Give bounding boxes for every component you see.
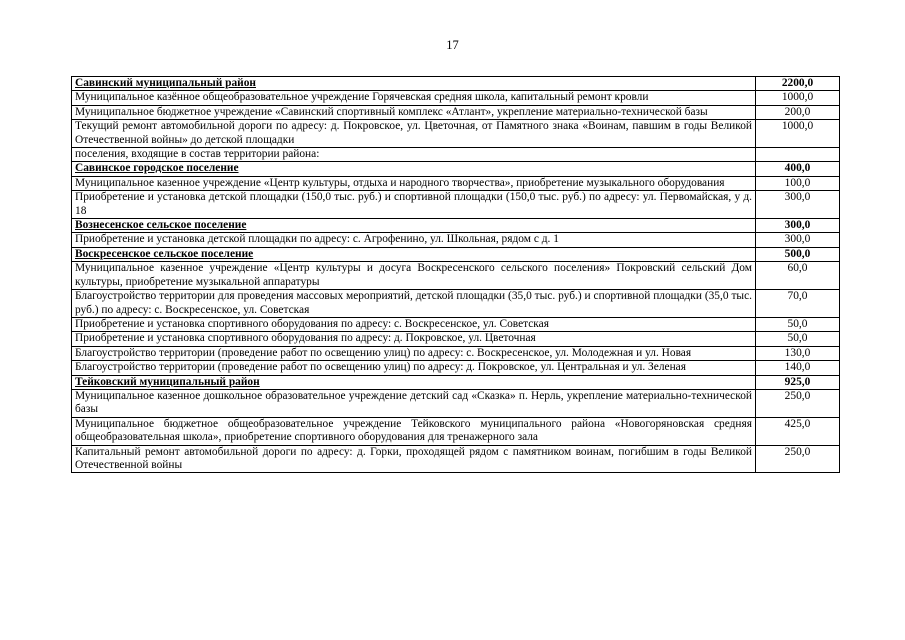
section-title: Воскресенское сельское поселение [72,247,756,261]
section-heading-row [72,375,840,389]
row-description: Капитальный ремонт автомобильной дороги по адресу: д. Горки, проходящей рядом с памятником воинам, погибшим в годы Великой Отечественной войны [72,445,756,473]
row-amount: 130,0 [756,346,840,360]
row-description: Муниципальное казенное учреждение «Центр культуры и досуга Воскресенского сельского поселения» Покровский сельский Дом культуры, приобретение музыкальной аппаратуры [72,262,756,290]
page-number: 17 [446,38,459,52]
row-amount: 50,0 [756,332,840,346]
table-row [72,317,840,331]
row-amount: 60,0 [756,262,840,290]
table-row [72,233,840,247]
row-description: Благоустройство территории (проведение работ по освещению улиц) по адресу: с. Воскресенское, ул. Молодежная и ул. Новая [72,346,756,360]
section-title: Тейковский муниципальный район [72,375,756,389]
section-title: Савинское городское поселение [72,162,756,176]
row-description: Благоустройство территории (проведение работ по освещению улиц) по адресу: д. Покровское, ул. Центральная и ул. Зеленая [72,361,756,375]
row-description: Текущий ремонт автомобильной дороги по адресу: д. Покровское, ул. Цветочная, от Памятного знака «Воинам, павшим в годы Великой Отечественной войны» до детской площадки [72,120,756,148]
table-row [72,290,840,318]
row-amount: 300,0 [756,233,840,247]
allocation-table [71,76,840,473]
table-row [72,346,840,360]
row-amount: 1000,0 [756,91,840,105]
table-row [72,361,840,375]
row-description: Приобретение и установка детской площадки (150,0 тыс. руб.) и спортивной площадки (150,0 тыс. руб.) по адресу: ул. Первомайская, у д. 18 [72,191,756,219]
row-amount: 50,0 [756,317,840,331]
row-description: Муниципальное бюджетное общеобразовательное учреждение Тейковского муниципального района «Новогоряновская средняя общеобразовательная школа», приобретение спортивного оборудования для тренажерного зала [72,417,756,445]
row-description: поселения, входящие в состав территории района: [72,148,756,162]
row-description: Приобретение и установка детской площадки по адресу: с. Агрофенино, ул. Школьная, рядом с д. 1 [72,233,756,247]
row-description: Благоустройство территории для проведения массовых мероприятий, детской площадки (35,0 тыс. руб.) и спортивной площадки (35,0 тыс. руб.) по адресу: с. Воскресенское, ул. Советская [72,290,756,318]
row-amount: 100,0 [756,176,840,190]
table-row [72,91,840,105]
row-amount: 250,0 [756,389,840,417]
row-amount: 200,0 [756,105,840,119]
section-title: Вознесенское сельское поселение [72,219,756,233]
row-description: Приобретение и установка спортивного оборудования по адресу: д. Покровское, ул. Цветочная [72,332,756,346]
row-description: Муниципальное казённое общеобразовательное учреждение Горячевская средняя школа, капитальный ремонт кровли [72,91,756,105]
row-amount: 425,0 [756,417,840,445]
table-row [72,191,840,219]
table-row [72,148,840,162]
row-amount: 1000,0 [756,120,840,148]
table-row [72,445,840,473]
table-row [72,105,840,119]
section-total: 500,0 [756,247,840,261]
section-heading-row [72,162,840,176]
table-row [72,332,840,346]
row-description: Муниципальное казенное дошкольное образовательное учреждение детский сад «Сказка» п. Нерль, укрепление материально-технической базы [72,389,756,417]
section-title: Савинский муниципальный район [72,77,756,91]
table-row [72,417,840,445]
row-amount: 300,0 [756,191,840,219]
allocation-table-body [72,77,840,473]
row-description: Муниципальное казенное учреждение «Центр культуры, отдыха и народного творчества», приобретение музыкального оборудования [72,176,756,190]
section-heading-row [72,219,840,233]
row-amount [756,148,840,162]
section-heading-row [72,247,840,261]
row-description: Приобретение и установка спортивного оборудования по адресу: с. Воскресенское, ул. Советская [72,317,756,331]
row-description: Муниципальное бюджетное учреждение «Савинский спортивный комплекс «Атлант», укрепление материально-технической базы [72,105,756,119]
row-amount: 70,0 [756,290,840,318]
table-row [72,262,840,290]
row-amount: 140,0 [756,361,840,375]
table-row [72,120,840,148]
row-amount: 250,0 [756,445,840,473]
section-total: 400,0 [756,162,840,176]
section-total: 2200,0 [756,77,840,91]
section-total: 925,0 [756,375,840,389]
table-row [72,176,840,190]
section-heading-row [72,77,840,91]
section-total: 300,0 [756,219,840,233]
table-row [72,389,840,417]
